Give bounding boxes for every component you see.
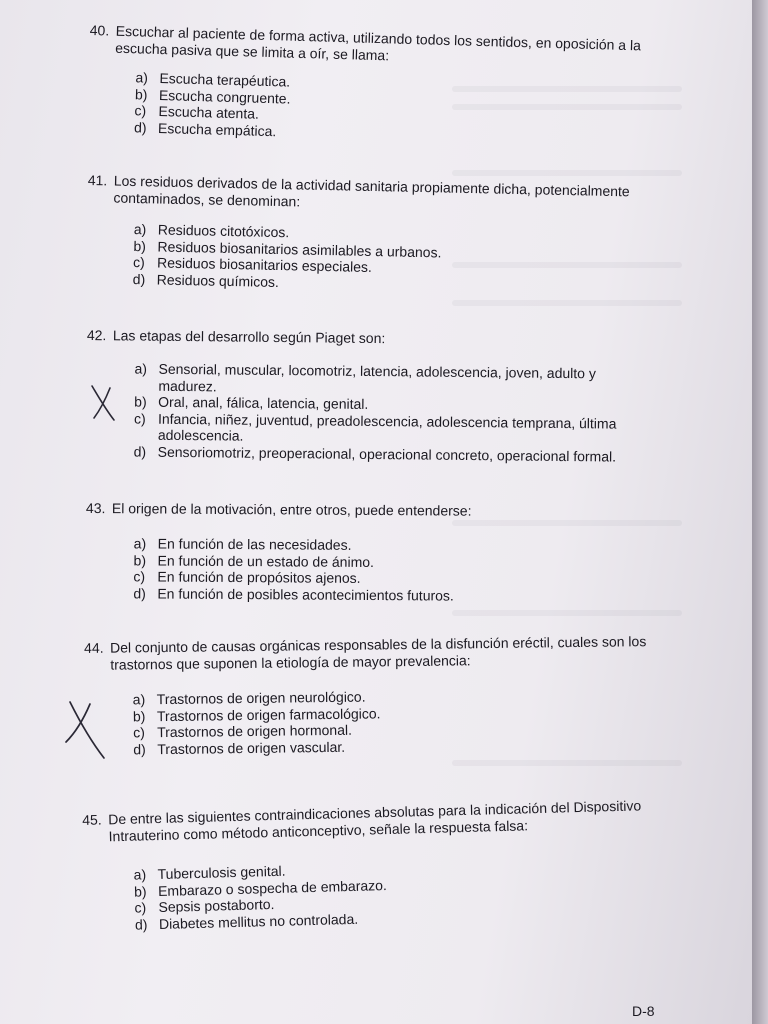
option-b: b) Escucha congruente. — [134, 85, 291, 107]
binder-edge — [752, 0, 768, 1024]
option-a: a) Escucha terapéutica. — [135, 69, 291, 90]
question-number: 45. — [82, 811, 102, 828]
answer-options — [133, 535, 675, 605]
answer-options — [133, 853, 665, 933]
x-mark-icon — [62, 698, 108, 762]
question-number: 40. — [89, 22, 110, 39]
option-d: d) Escucha empática. — [133, 118, 277, 139]
question-stem — [84, 633, 670, 674]
question-text: El origen de la motivación, entre otros, puede entenderse: — [111, 500, 472, 519]
question-text: Los residuos derivados de la actividad sanitaria propiamente dicha, potencialmente contaminados, se denominan: — [113, 172, 630, 210]
option-d: d) Residuos químicos. — [132, 270, 280, 290]
page-number: D-8 — [632, 1003, 655, 1019]
question-40 — [87, 22, 680, 150]
handwritten-x-mark-q44 — [62, 698, 108, 762]
question-number: 43. — [85, 500, 106, 517]
question-42 — [86, 327, 657, 465]
x-mark-icon — [88, 382, 120, 424]
option-a: a) Tuberculosis genital. — [133, 862, 286, 883]
option-d: d) Trastornos de origen vascular. — [133, 738, 346, 757]
question-text: Las etapas del desarrollo según Piaget son: — [112, 327, 386, 347]
option-a: a) Residuos citotóxicos. — [133, 220, 290, 241]
question-text: Del conjunto de causas orgánicas responsables de la disfunción eréctil, cuales son los trastornos que suponen la etiología de mayor prevalencia: — [109, 633, 647, 673]
option-d: d) Sensoriomotriz, preoperacional, operacional concreto, operacional formal. — [133, 442, 617, 465]
question-44 — [84, 633, 671, 758]
option-c: c) Trastornos de origen hormonal. — [133, 721, 353, 741]
question-text: Escuchar al paciente de forma activa, utilizando todos los sentidos, en oposición a la escucha pasiva que se limita a oír, se llama: — [115, 22, 642, 64]
question-stem — [87, 172, 678, 218]
question-text: De entre las siguientes contraindicaciones absolutas para la indicación del Dispositivo Intrauterino como método anticonceptivo, señale la respuesta falsa: — [107, 797, 642, 845]
question-number: 44. — [84, 639, 104, 656]
option-d: d) En función de posibles acontecimientos futuros. — [133, 584, 454, 604]
answer-options — [133, 685, 672, 758]
question-45 — [82, 797, 665, 934]
option-b: b) Embarazo o sospecha de embarazo. — [133, 876, 388, 900]
question-number: 42. — [86, 327, 107, 344]
option-d: d) Diabetes mellitus no controlada. — [134, 910, 359, 933]
answer-options — [134, 69, 679, 150]
option-a: a) Sensorial, muscular, locomotriz, latencia, adolescencia, joven, adulto y madurez. — [134, 360, 596, 394]
option-c: c) En función de propósitos ajenos. — [133, 568, 361, 586]
answer-options — [133, 221, 677, 298]
option-b: b) Oral, anal, fálica, latencia, genital. — [134, 393, 369, 412]
question-number: 41. — [87, 172, 108, 189]
option-c: c) Sepsis postaborto. — [134, 895, 275, 916]
question-43 — [85, 500, 676, 605]
question-stem — [86, 500, 676, 521]
option-c: c) Escucha atenta. — [134, 102, 260, 122]
option-c: c) Residuos biosanitarios especiales. — [132, 253, 373, 275]
question-41 — [86, 172, 678, 298]
question-stem — [89, 22, 680, 72]
answer-options — [134, 361, 657, 465]
question-stem — [87, 327, 657, 350]
option-a: a) Trastornos de origen neurológico. — [132, 688, 366, 708]
question-stem — [82, 797, 663, 846]
option-c: c) Infancia, niñez, juventud, preadolescencia, adolescencia temprana, última adolescencia. — [133, 409, 617, 444]
option-a: a) En función de las necesidades. — [133, 535, 352, 553]
handwritten-x-mark-q42 — [88, 382, 120, 424]
option-b: b) Residuos biosanitarios asimilables a urbanos. — [133, 237, 442, 260]
option-b: b) En función de un estado de ánimo. — [133, 551, 375, 570]
option-b: b) Trastornos de origen farmacológico. — [132, 704, 381, 724]
